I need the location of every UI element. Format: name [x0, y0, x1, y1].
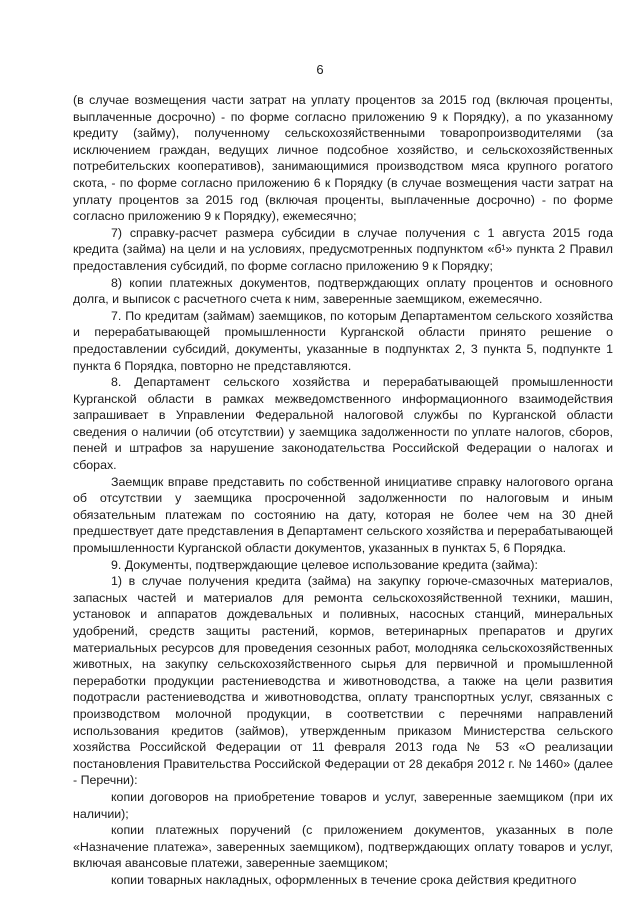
paragraph: Заемщик вправе представить по собственной инициативе справку налогового органа об отсутствии у заемщика просроченной задолженности по налоговым и иным обязательным платежам по состоянию на дату, которая не более чем на 30 дней предшествует дате представления в Департамент сельского хозяйства и перерабатывающей промышленности Курганской области документов, указанных в пунктах 5, 6 Порядка. — [73, 474, 613, 556]
paragraph: 8) копии платежных документов, подтверждающих оплату процентов и основного долга, и выписок с расчетного счета к ним, заверенные заемщиком, ежемесячно. — [73, 275, 613, 307]
paragraph: копии договоров на приобретение товаров и услуг, заверенные заемщиком (при их наличии); — [73, 789, 613, 821]
paragraph: 7) справку-расчет размера субсидии в случае получения с 1 августа 2015 года кредита (займа) на цели и на условиях, предусмотренных подпунктом «б¹» пункта 2 Правил предоставления субсидий, по форме согласно приложению 9 к Порядку; — [73, 225, 613, 273]
document-body — [73, 92, 613, 889]
paragraph: 8. Департамент сельского хозяйства и перерабатывающей промышленности Курганской области в рамках межведомственного информационного взаимодействия запрашивает в Управлении Федеральной налоговой службы по Курганской области сведения о наличии (об отсутствии) у заемщика задолженности по уплате налогов, сборов, пеней и штрафов за нарушение законодательства Российской Федерации о налогах и сборах. — [73, 375, 613, 473]
paragraph: 7. По кредитам (займам) заемщиков, по которым Департаментом сельского хозяйства и перерабатывающей промышленности Курганской области принято решение о предоставлении субсидий, документы, указанные в подпунктах 2, 3 пункта 5, подпункте 1 пункта 6 Порядка, повторно не представляются. — [73, 308, 613, 373]
paragraph: копии товарных накладных, оформленных в течение срока действия кредитного — [111, 872, 577, 887]
page-number: 6 — [316, 62, 324, 77]
paragraph: 9. Документы, подтверждающие целевое использование кредита (займа): — [111, 557, 538, 572]
paragraph: копии платежных поручений (с приложением документов, указанных в поле «Назначение платежа», заверенных заемщиком), подтверждающих оплату товаров и услуг, включая авансовые платежи, заверенные заемщиком; — [73, 823, 613, 871]
paragraph: (в случае возмещения части затрат на уплату процентов за 2015 год (включая проценты, выплаченные досрочно) - по форме согласно приложению 9 к Порядку), а по указанному кредиту (займу), полученному сельскохозяйственными товаропроизводителями (за исключением граждан, ведущих личное подсобное хозяйство, и сельскохозяйственных потребительских кооперативов), занимающимися производством мяса крупного рогатого скота, - по форме согласно приложению 6 к Порядку (в случае возмещения части затрат на уплату процентов за 2015 год (включая проценты, выплаченные досрочно) - по форме согласно приложению 9 к Порядку), ежемесячно; — [73, 93, 613, 224]
paragraph: 1) в случае получения кредита (займа) на закупку горюче-смазочных материалов, запасных частей и материалов для ремонта сельскохозяйственной техники, машин, установок и аппаратов дождевальных и поливных, насосных станций, минеральных удобрений, средств защиты растений, кормов, ветеринарных препаратов и других материальных ресурсов для проведения сезонных работ, молодняка сельскохозяйственных животных, на закупку сельскохозяйственного сырья для первичной и промышленной переработки продукции растениеводства и животноводства, а также на цели развития подотрасли растениеводства и животноводства, оплату транспортных услуг, связанных с производством молочной продукции, в соответствии с перечнями направлений использования кредитов (займов), утвержденным приказом Министерства сельского хозяйства Российской Федерации от 11 февраля 2013 года № 53 «О реализации постановления Правительства Российской Федерации от 28 декабря 2012 г. № 1460» (далее - Перечни): — [73, 574, 613, 788]
